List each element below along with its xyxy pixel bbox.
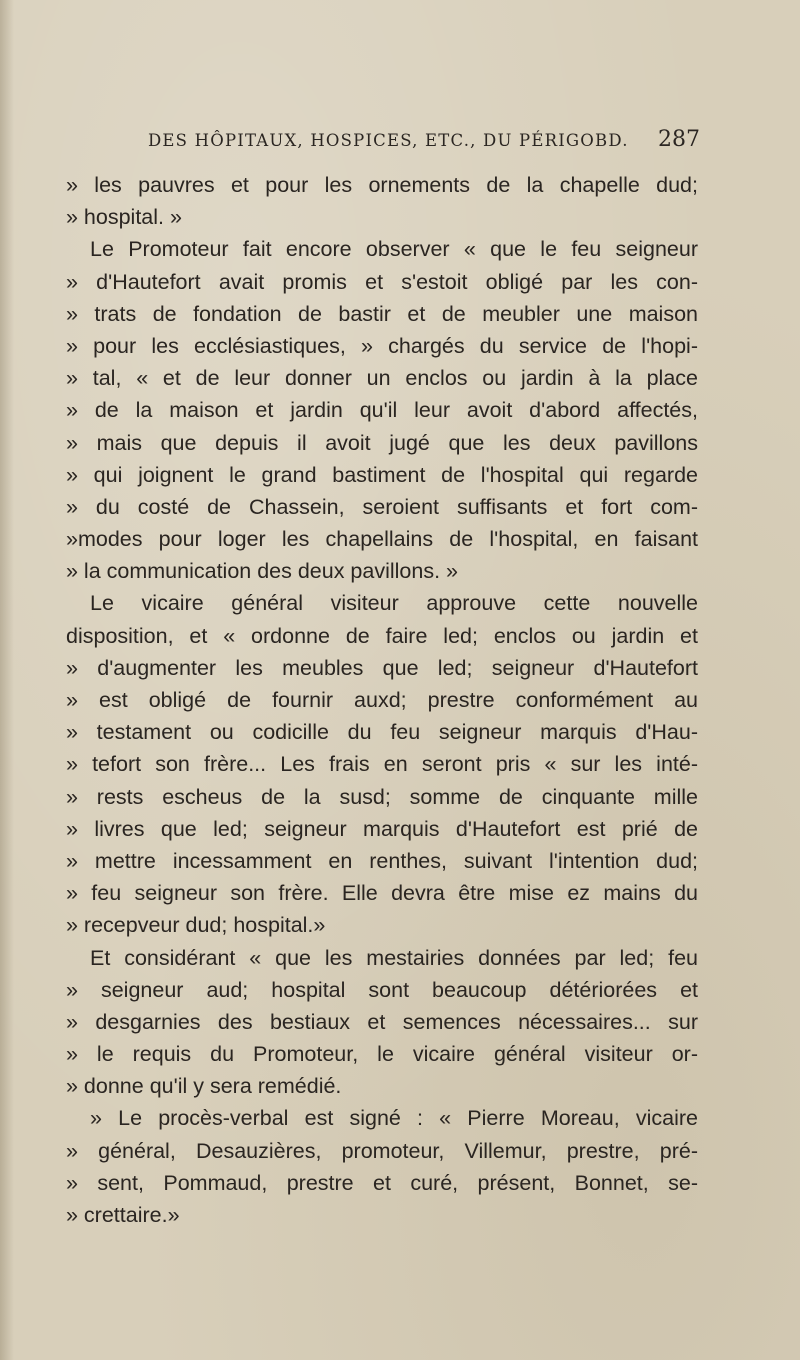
text-line: » livres que led; seigneur marquis d'Hautefort est prié de [66, 816, 698, 841]
text-line: » du costé de Chassein, seroient suffisants et fort com- [66, 494, 698, 519]
text-line: » sent, Pommaud, prestre et curé, présent, Bonnet, se- [66, 1170, 698, 1195]
text-line: » la communication des deux pavillons. » [66, 559, 458, 584]
text-line: » desgarnies des bestiaux et semences nécessaires... sur [66, 1009, 698, 1034]
text-line: » trats de fondation de bastir et de meubler une maison [66, 301, 698, 326]
text-line: » testament ou codicille du feu seigneur marquis d'Hau- [66, 720, 698, 745]
page-gutter-shadow [0, 0, 14, 1360]
text-line: » mettre incessamment en renthes, suivant l'intention dud; [66, 848, 698, 873]
text-line: disposition, et « ordonne de faire led; enclos ou jardin et [66, 623, 698, 648]
body-text [66, 169, 698, 1231]
text-line: » général, Desauzières, promoteur, Villemur, prestre, pré- [66, 1138, 698, 1163]
text-line: Le vicaire général visiteur approuve cette nouvelle [90, 591, 698, 616]
text-line: » de la maison et jardin qu'il leur avoit d'abord affectés, [66, 398, 698, 423]
text-line: » mais que depuis il avoit jugé que les deux pavillons [66, 430, 698, 455]
text-line: » tal, « et de leur donner un enclos ou jardin à la place [66, 366, 698, 391]
text-line: » feu seigneur son frère. Elle devra être mise ez mains du [66, 881, 698, 906]
text-line: » seigneur aud; hospital sont beaucoup détériorées et [66, 977, 698, 1002]
text-line: » le requis du Promoteur, le vicaire général visiteur or- [66, 1042, 698, 1067]
text-line: » est obligé de fournir auxd; prestre conformément au [66, 688, 698, 712]
text-line: » les pauvres et pour les ornements de la chapelle dud; [66, 173, 698, 197]
text-line: » rests escheus de la susd; somme de cinquante mille [66, 784, 698, 809]
page-number: 287 [658, 127, 700, 152]
text-line: » pour les ecclésiastiques, » chargés du service de l'hopi- [66, 333, 698, 358]
text-line: » donne qu'il y sera remédié. [66, 1074, 342, 1099]
text-line: » tefort son frère... Les frais en seront pris « sur les inté- [66, 752, 698, 777]
text-line: » qui joignent le grand bastiment de l'hospital qui regarde [66, 462, 698, 487]
text-line: » d'Hautefort avait promis et s'estoit obligé par les con- [66, 269, 698, 294]
text-line: » d'augmenter les meubles que led; seigneur d'Hautefort [66, 655, 698, 680]
text-line: » crettaire.» [66, 1203, 180, 1227]
text-line: » hospital. » [66, 205, 182, 230]
text-line: » recepveur dud; hospital.» [66, 913, 326, 938]
running-title: DES HÔPITAUX, HOSPICES, ETC., DU PÉRIGOBD. [148, 131, 629, 150]
text-line: »modes pour loger les chapellains de l'hospital, en faisant [66, 527, 698, 552]
running-header [148, 127, 700, 157]
text-line: Le Promoteur fait encore observer « que le feu seigneur [90, 237, 698, 262]
text-line: » Le procès-verbal est signé : « Pierre Moreau, vicaire [90, 1106, 698, 1131]
text-line: Et considérant « que les mestairies données par led; feu [90, 945, 698, 970]
